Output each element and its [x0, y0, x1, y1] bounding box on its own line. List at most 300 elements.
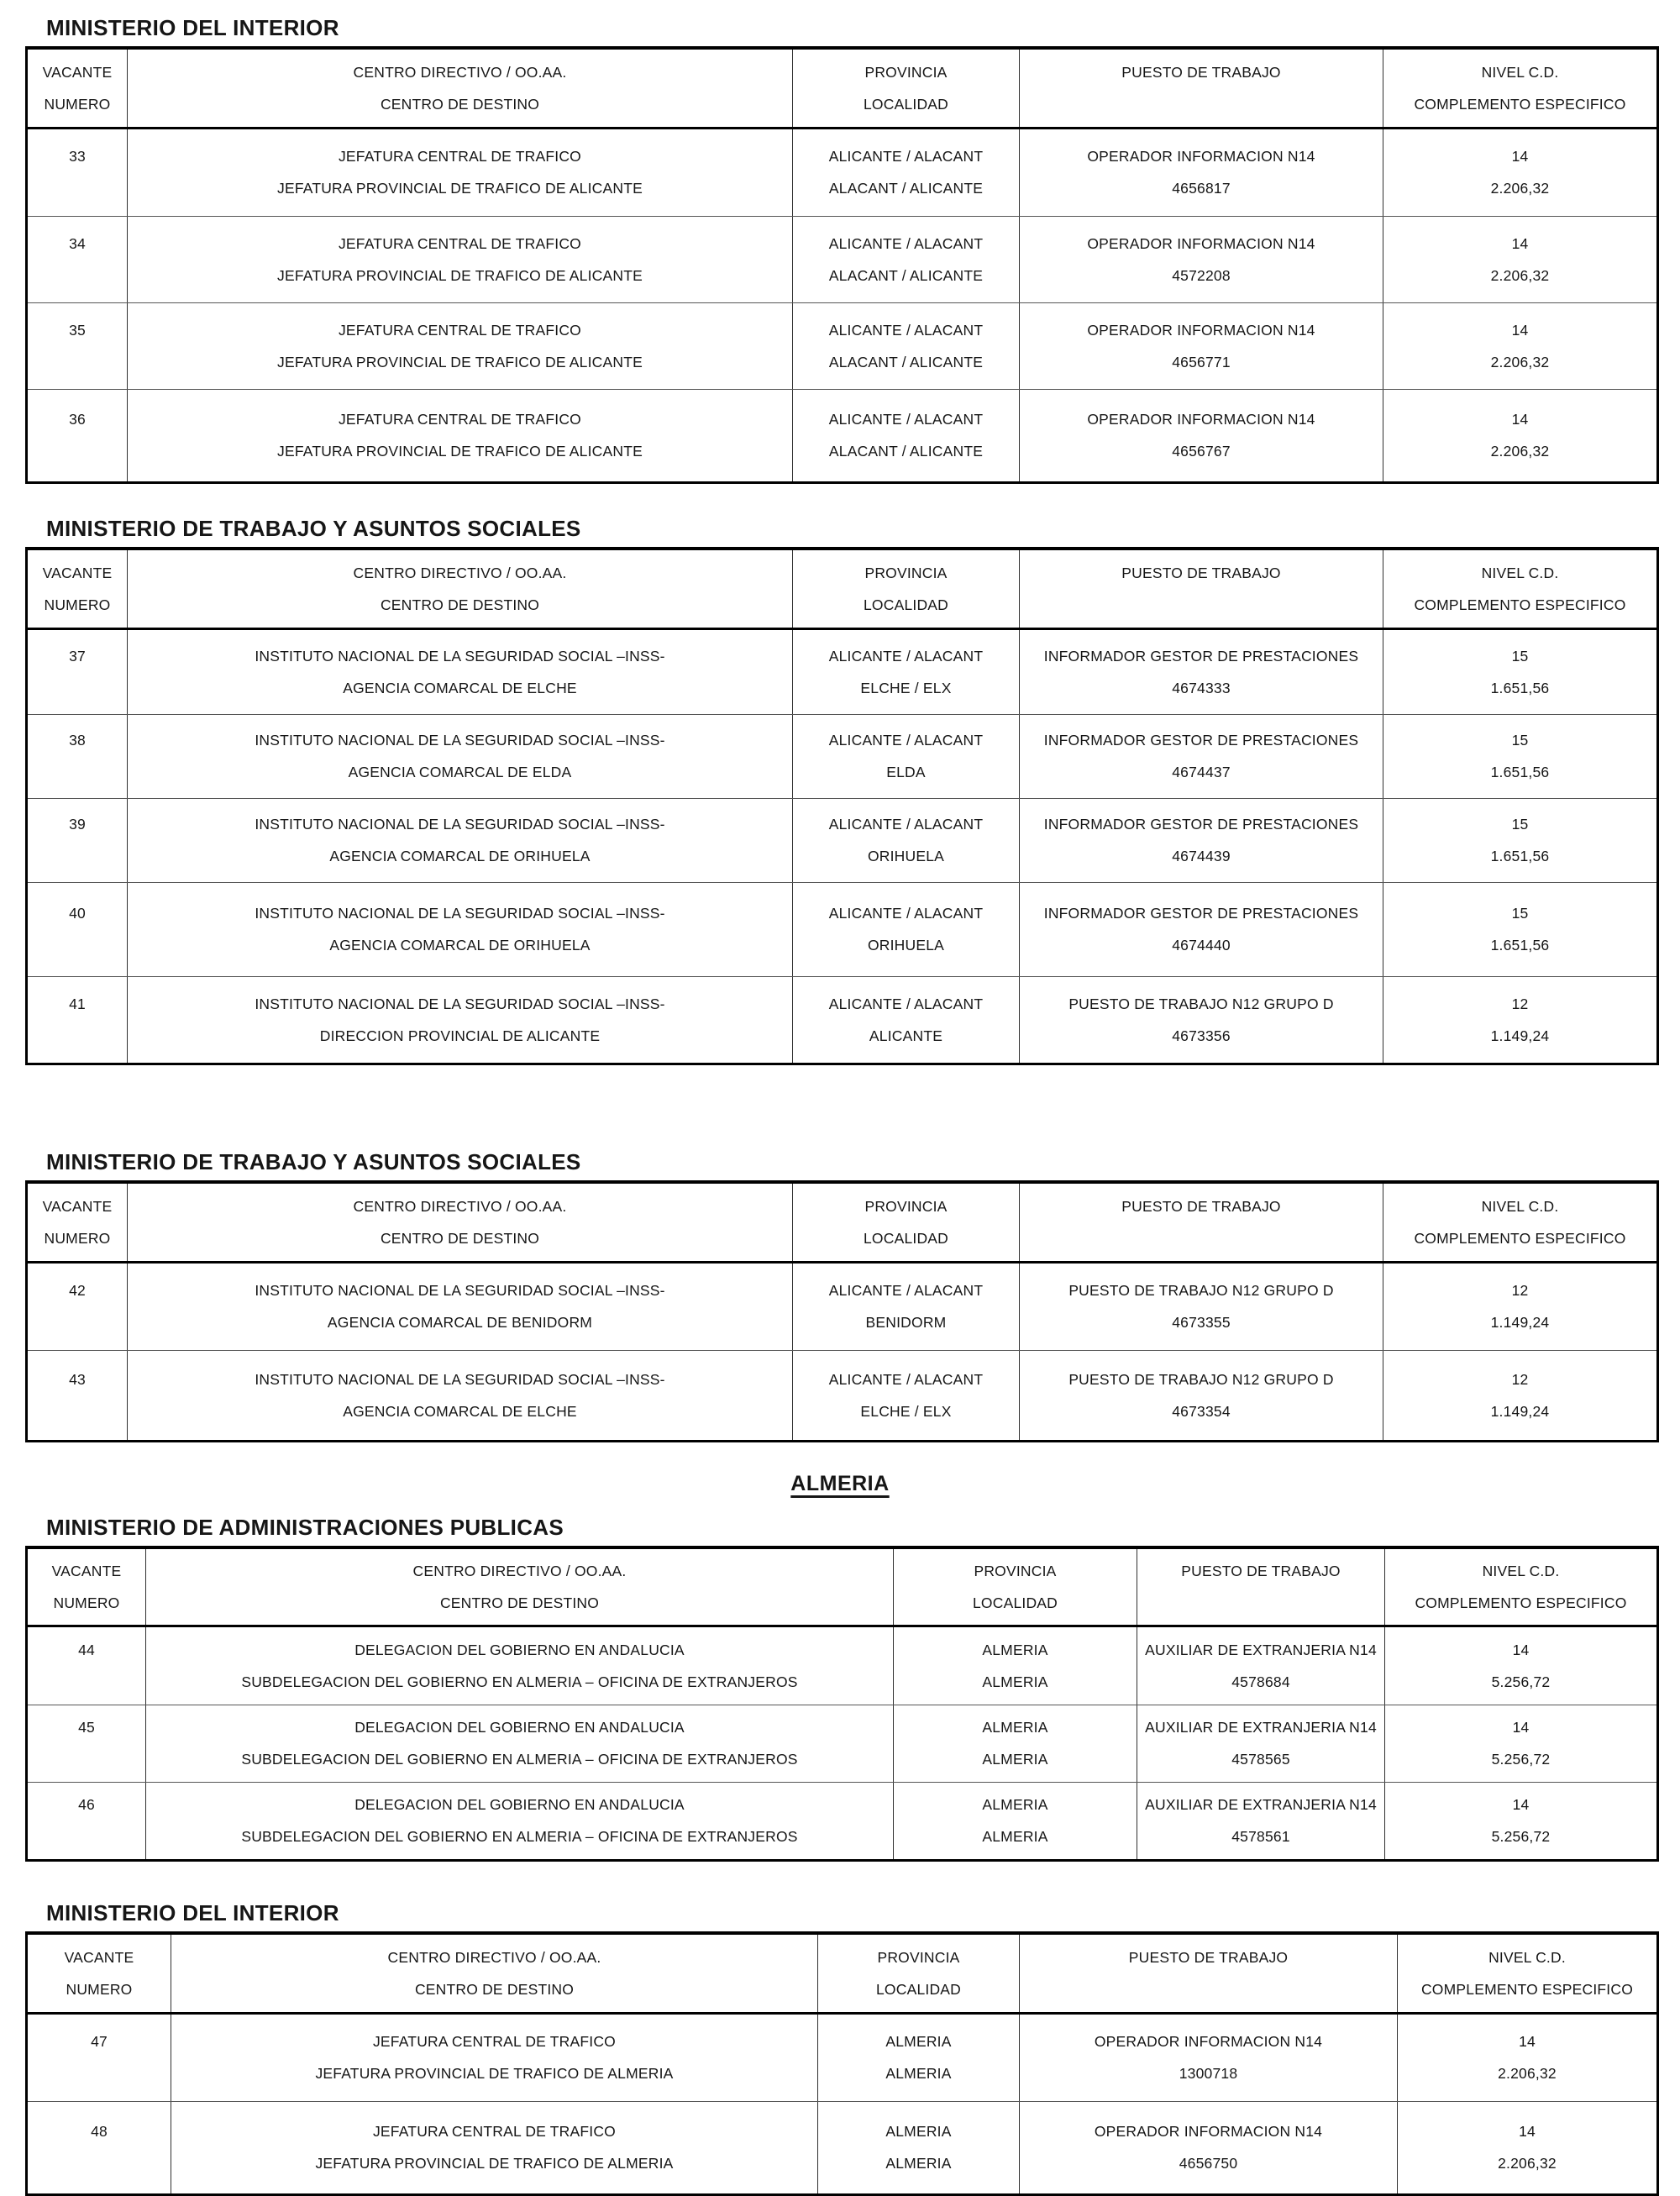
table-row	[28, 1705, 1656, 1782]
provincia-value: ALICANTE / ALACANT	[828, 411, 984, 428]
header-label: CENTRO DIRECTIVO / OO.AA.	[387, 1948, 601, 1966]
header-cell-nivel	[1383, 50, 1656, 127]
vacante-numero-value: 47	[91, 2033, 108, 2050]
nivel-value: 14	[1512, 1719, 1530, 1736]
nivel-value: 14	[1511, 321, 1529, 339]
cell-provincia	[893, 1627, 1137, 1705]
header-label: PROVINCIA	[864, 63, 948, 81]
provincia-value: ALICANTE / ALACANT	[828, 234, 984, 252]
cell-vacante-numero	[28, 217, 127, 302]
localidad-value: ORIHUELA	[867, 937, 945, 954]
centro-directivo-value: INSTITUTO NACIONAL DE LA SEGURIDAD SOCIAL –INSS-	[255, 816, 665, 833]
nivel-value: 14	[1511, 411, 1529, 428]
localidad-value: ELCHE / ELX	[860, 679, 952, 696]
centro-directivo-value: JEFATURA CENTRAL DE TRAFICO	[338, 148, 581, 165]
cell-puesto	[1019, 1263, 1383, 1350]
centro-destino-value: SUBDELEGACION DEL GOBIERNO EN ALMERIA – OFICINA DE EXTRANJEROS	[241, 1828, 798, 1845]
table-row	[28, 882, 1656, 976]
vacancy-table-1	[25, 46, 1659, 484]
cell-puesto	[1019, 217, 1383, 302]
puesto-value: INFORMADOR GESTOR DE PRESTACIONES	[1043, 905, 1359, 922]
nivel-value: 15	[1511, 816, 1529, 833]
cell-nivel	[1383, 799, 1656, 882]
header-cell-centro	[127, 50, 792, 127]
puesto-codigo-value: 4673355	[1172, 1314, 1231, 1331]
header-cell-nivel	[1383, 1184, 1656, 1261]
cell-provincia	[792, 715, 1019, 798]
header-cell-puesto	[1019, 550, 1383, 628]
cell-vacante-numero	[28, 303, 127, 389]
table-row	[28, 129, 1656, 216]
complemento-value: 1.149,24	[1490, 1402, 1550, 1420]
table-row	[28, 2015, 1656, 2101]
cell-puesto	[1019, 715, 1383, 798]
header-cell-provincia	[817, 1935, 1019, 2012]
complemento-value: 2.206,32	[1498, 2155, 1557, 2172]
header-label: COMPLEMENTO ESPECIFICO	[1420, 1980, 1634, 1998]
complemento-value: 1.149,24	[1490, 1314, 1550, 1331]
centro-directivo-value: DELEGACION DEL GOBIERNO EN ANDALUCIA	[354, 1641, 685, 1658]
cell-provincia	[792, 630, 1019, 714]
localidad-value: ELDA	[886, 764, 926, 780]
vacante-numero-value: 45	[78, 1719, 95, 1736]
table-row	[28, 1782, 1656, 1859]
cell-centro	[145, 1783, 893, 1859]
puesto-codigo-value: 4674440	[1172, 937, 1231, 954]
region-heading-text: ALMERIA	[790, 1472, 890, 1495]
header-cell-puesto	[1137, 1549, 1384, 1625]
header-label: CENTRO DE DESTINO	[439, 1594, 600, 1611]
localidad-value: ALMERIA	[885, 2155, 952, 2172]
localidad-value: ALMERIA	[982, 1828, 1048, 1845]
header-cell-vacante	[28, 1549, 145, 1625]
complemento-value: 5.256,72	[1491, 1673, 1551, 1690]
table-header-row	[28, 1549, 1656, 1627]
vacante-numero-value: 44	[78, 1641, 95, 1658]
vacante-numero-value: 40	[69, 905, 86, 922]
table-row	[28, 976, 1656, 1063]
header-label: CENTRO DE DESTINO	[380, 1229, 540, 1247]
cell-centro	[171, 2102, 817, 2193]
header-cell-vacante	[28, 550, 127, 628]
header-label: LOCALIDAD	[864, 1229, 948, 1247]
cell-provincia	[792, 217, 1019, 302]
header-label: PUESTO DE TRABAJO	[1181, 1562, 1341, 1579]
nivel-value: 12	[1511, 1370, 1529, 1388]
nivel-value: 12	[1511, 1282, 1529, 1299]
puesto-value: INFORMADOR GESTOR DE PRESTACIONES	[1043, 816, 1359, 833]
section-title: MINISTERIO DE TRABAJO Y ASUNTOS SOCIALES	[46, 516, 581, 541]
localidad-value: ALACANT / ALICANTE	[828, 266, 984, 284]
centro-directivo-value: INSTITUTO NACIONAL DE LA SEGURIDAD SOCIAL –INSS-	[255, 647, 665, 665]
localidad-value: ALMERIA	[885, 2065, 952, 2082]
header-cell-provincia	[792, 550, 1019, 628]
cell-centro	[127, 799, 792, 882]
cell-centro	[127, 1351, 792, 1440]
nivel-value: 15	[1511, 732, 1529, 749]
cell-puesto	[1019, 883, 1383, 976]
localidad-value: ALICANTE	[869, 1027, 943, 1044]
centro-destino-value: AGENCIA COMARCAL DE ORIHUELA	[329, 937, 591, 954]
puesto-value: AUXILIAR DE EXTRANJERIA N14	[1145, 1641, 1377, 1658]
vacante-numero-value: 41	[69, 995, 86, 1012]
provincia-value: ALMERIA	[982, 1796, 1048, 1813]
header-label: COMPLEMENTO ESPECIFICO	[1414, 596, 1626, 613]
cell-centro	[127, 303, 792, 389]
header-label: LOCALIDAD	[973, 1594, 1058, 1611]
header-label: NUMERO	[44, 95, 111, 113]
cell-nivel	[1383, 390, 1656, 481]
nivel-value: 12	[1511, 995, 1529, 1012]
vacante-numero-value: 46	[78, 1796, 95, 1813]
cell-vacante-numero	[28, 630, 127, 714]
cell-centro	[127, 390, 792, 481]
cell-provincia	[817, 2015, 1019, 2101]
puesto-codigo-value: 4673356	[1172, 1027, 1231, 1044]
header-cell-vacante	[28, 1184, 127, 1261]
puesto-value: OPERADOR INFORMACION N14	[1094, 2123, 1323, 2140]
provincia-value: ALICANTE / ALACANT	[828, 1370, 984, 1388]
header-label: VACANTE	[64, 1948, 134, 1966]
header-label: PUESTO DE TRABAJO	[1121, 1197, 1281, 1215]
complemento-value: 2.206,32	[1490, 353, 1550, 370]
cell-centro	[127, 883, 792, 976]
cell-centro	[127, 129, 792, 216]
header-cell-provincia	[792, 1184, 1019, 1261]
provincia-value: ALMERIA	[982, 1719, 1048, 1736]
vacante-numero-value: 38	[69, 732, 86, 749]
puesto-value: AUXILIAR DE EXTRANJERIA N14	[1145, 1719, 1377, 1736]
provincia-value: ALICANTE / ALACANT	[828, 816, 984, 833]
header-label: LOCALIDAD	[876, 1980, 961, 1998]
header-cell-nivel	[1397, 1935, 1656, 2012]
complemento-value: 1.149,24	[1490, 1027, 1550, 1044]
table-header-row	[28, 1935, 1656, 2015]
cell-nivel	[1383, 977, 1656, 1063]
nivel-value: 14	[1519, 2123, 1536, 2140]
section-title: MINISTERIO DEL INTERIOR	[46, 15, 339, 40]
cell-nivel	[1384, 1627, 1656, 1705]
table-row	[28, 216, 1656, 302]
header-cell-centro	[145, 1549, 893, 1625]
vacante-numero-value: 39	[69, 816, 86, 833]
cell-provincia	[792, 303, 1019, 389]
cell-puesto	[1019, 630, 1383, 714]
cell-provincia	[792, 883, 1019, 976]
cell-puesto	[1019, 2102, 1397, 2193]
cell-vacante-numero	[28, 390, 127, 481]
cell-vacante-numero	[28, 129, 127, 216]
cell-vacante-numero	[28, 799, 127, 882]
cell-vacante-numero	[28, 715, 127, 798]
centro-directivo-value: INSTITUTO NACIONAL DE LA SEGURIDAD SOCIAL –INSS-	[255, 905, 665, 922]
cell-centro	[127, 1263, 792, 1350]
centro-destino-value: AGENCIA COMARCAL DE ELCHE	[343, 1402, 577, 1420]
table-header-row	[28, 1184, 1656, 1263]
cell-puesto	[1137, 1783, 1384, 1859]
complemento-value: 1.651,56	[1490, 764, 1550, 780]
puesto-codigo-value: 4578561	[1231, 1828, 1290, 1845]
localidad-value: ELCHE / ELX	[860, 1402, 952, 1420]
provincia-value: ALICANTE / ALACANT	[828, 148, 984, 165]
puesto-value: PUESTO DE TRABAJO N12 GRUPO D	[1068, 995, 1334, 1012]
puesto-value: OPERADOR INFORMACION N14	[1087, 234, 1315, 252]
localidad-value: ALACANT / ALICANTE	[828, 353, 984, 370]
complemento-value: 2.206,32	[1498, 2065, 1557, 2082]
header-label: VACANTE	[51, 1562, 122, 1579]
centro-destino-value: SUBDELEGACION DEL GOBIERNO EN ALMERIA – OFICINA DE EXTRANJEROS	[241, 1673, 798, 1690]
vacancy-table-2	[25, 547, 1659, 1065]
puesto-codigo-value: 4673354	[1172, 1402, 1231, 1420]
provincia-value: ALMERIA	[885, 2123, 952, 2140]
cell-puesto	[1019, 129, 1383, 216]
localidad-value: ALACANT / ALICANTE	[828, 180, 984, 197]
header-label: CENTRO DE DESTINO	[380, 95, 540, 113]
cell-nivel	[1397, 2102, 1656, 2193]
header-cell-puesto	[1019, 50, 1383, 127]
centro-directivo-value: JEFATURA CENTRAL DE TRAFICO	[372, 2033, 616, 2050]
region-heading	[0, 1469, 1680, 1498]
cell-nivel	[1383, 129, 1656, 216]
nivel-value: 14	[1519, 2033, 1536, 2050]
header-label: NIVEL C.D.	[1481, 63, 1559, 81]
puesto-value: INFORMADOR GESTOR DE PRESTACIONES	[1043, 647, 1359, 665]
header-label: VACANTE	[42, 564, 113, 581]
header-cell-nivel	[1384, 1549, 1656, 1625]
nivel-value: 14	[1512, 1641, 1530, 1658]
puesto-codigo-value: 4572208	[1172, 266, 1231, 284]
header-label: CENTRO DIRECTIVO / OO.AA.	[353, 63, 567, 81]
header-cell-puesto	[1019, 1935, 1397, 2012]
vacante-numero-value: 33	[69, 148, 86, 165]
cell-vacante-numero	[28, 1705, 145, 1782]
cell-vacante-numero	[28, 883, 127, 976]
puesto-codigo-value: 4674437	[1172, 764, 1231, 780]
header-label: NUMERO	[53, 1594, 120, 1611]
header-label: VACANTE	[42, 63, 113, 81]
puesto-value: OPERADOR INFORMACION N14	[1094, 2033, 1323, 2050]
header-label: CENTRO DE DESTINO	[380, 596, 540, 613]
header-label: LOCALIDAD	[864, 596, 948, 613]
header-label: COMPLEMENTO ESPECIFICO	[1415, 1594, 1627, 1611]
cell-centro	[145, 1705, 893, 1782]
puesto-value: INFORMADOR GESTOR DE PRESTACIONES	[1043, 732, 1359, 749]
puesto-value: OPERADOR INFORMACION N14	[1087, 148, 1315, 165]
complemento-value: 2.206,32	[1490, 180, 1550, 197]
puesto-codigo-value: 4578684	[1231, 1673, 1290, 1690]
vacante-numero-value: 35	[69, 321, 86, 339]
header-label: NUMERO	[44, 596, 111, 613]
centro-directivo-value: JEFATURA CENTRAL DE TRAFICO	[338, 321, 581, 339]
header-cell-nivel	[1383, 550, 1656, 628]
header-cell-provincia	[792, 50, 1019, 127]
table-row	[28, 1350, 1656, 1440]
header-label: PROVINCIA	[864, 1197, 948, 1215]
centro-directivo-value: JEFATURA CENTRAL DE TRAFICO	[338, 411, 581, 428]
puesto-codigo-value: 4674439	[1172, 848, 1231, 864]
header-label: CENTRO DIRECTIVO / OO.AA.	[353, 1197, 567, 1215]
localidad-value: ALMERIA	[982, 1673, 1048, 1690]
cell-nivel	[1384, 1783, 1656, 1859]
puesto-codigo-value: 4656817	[1172, 180, 1231, 197]
header-label: LOCALIDAD	[864, 95, 948, 113]
puesto-value: OPERADOR INFORMACION N14	[1087, 411, 1315, 428]
centro-destino-value: JEFATURA PROVINCIAL DE TRAFICO DE ALICANTE	[277, 353, 643, 370]
header-label: PUESTO DE TRABAJO	[1128, 1948, 1289, 1966]
header-label: PUESTO DE TRABAJO	[1121, 63, 1281, 81]
centro-destino-value: JEFATURA PROVINCIAL DE TRAFICO DE ALICANTE	[277, 266, 643, 284]
provincia-value: ALICANTE / ALACANT	[828, 995, 984, 1012]
table-row	[28, 389, 1656, 481]
puesto-value: PUESTO DE TRABAJO N12 GRUPO D	[1068, 1282, 1334, 1299]
vacante-numero-value: 43	[69, 1370, 86, 1388]
nivel-value: 14	[1511, 234, 1529, 252]
cell-centro	[145, 1627, 893, 1705]
cell-puesto	[1019, 2015, 1397, 2101]
nivel-value: 15	[1511, 647, 1529, 665]
puesto-codigo-value: 4656767	[1172, 443, 1231, 460]
centro-destino-value: AGENCIA COMARCAL DE ELCHE	[343, 679, 577, 696]
vacancy-table-4	[25, 1546, 1659, 1862]
puesto-value: PUESTO DE TRABAJO N12 GRUPO D	[1068, 1370, 1334, 1388]
puesto-value: OPERADOR INFORMACION N14	[1087, 321, 1315, 339]
cell-puesto	[1019, 799, 1383, 882]
centro-destino-value: JEFATURA PROVINCIAL DE TRAFICO DE ALICANTE	[277, 180, 643, 197]
header-label: NUMERO	[66, 1980, 133, 1998]
header-label: COMPLEMENTO ESPECIFICO	[1414, 1229, 1626, 1247]
cell-nivel	[1383, 630, 1656, 714]
puesto-codigo-value: 4656750	[1179, 2155, 1238, 2172]
cell-nivel	[1383, 217, 1656, 302]
vacante-numero-value: 37	[69, 647, 86, 665]
header-cell-vacante	[28, 1935, 171, 2012]
centro-destino-value: JEFATURA PROVINCIAL DE TRAFICO DE ALMERIA	[315, 2065, 674, 2082]
cell-centro	[127, 630, 792, 714]
header-label: CENTRO DE DESTINO	[414, 1980, 575, 1998]
cell-centro	[127, 977, 792, 1063]
cell-puesto	[1137, 1627, 1384, 1705]
table-header-row	[28, 50, 1656, 129]
centro-destino-value: JEFATURA PROVINCIAL DE TRAFICO DE ALMERIA	[315, 2155, 674, 2172]
vacante-numero-value: 34	[69, 234, 86, 252]
puesto-codigo-value: 4656771	[1172, 353, 1231, 370]
header-label: NIVEL C.D.	[1481, 1197, 1559, 1215]
header-label: NIVEL C.D.	[1488, 1948, 1566, 1966]
vacante-numero-value: 36	[69, 411, 86, 428]
cell-vacante-numero	[28, 1263, 127, 1350]
cell-provincia	[792, 129, 1019, 216]
table-row	[28, 1263, 1656, 1350]
centro-directivo-value: INSTITUTO NACIONAL DE LA SEGURIDAD SOCIAL –INSS-	[255, 1370, 665, 1388]
cell-nivel	[1383, 1351, 1656, 1440]
table-row	[28, 798, 1656, 882]
centro-directivo-value: JEFATURA CENTRAL DE TRAFICO	[372, 2123, 616, 2140]
header-label: PROVINCIA	[877, 1948, 960, 1966]
section-title: MINISTERIO DE TRABAJO Y ASUNTOS SOCIALES	[46, 1149, 581, 1174]
centro-destino-value: DIRECCION PROVINCIAL DE ALICANTE	[319, 1027, 601, 1044]
cell-provincia	[792, 1263, 1019, 1350]
section-title: MINISTERIO DE ADMINISTRACIONES PUBLICAS	[46, 1515, 564, 1540]
cell-nivel	[1384, 1705, 1656, 1782]
cell-puesto	[1019, 390, 1383, 481]
cell-provincia	[792, 390, 1019, 481]
vacante-numero-value: 42	[69, 1282, 86, 1299]
table-row	[28, 630, 1656, 714]
header-cell-centro	[127, 1184, 792, 1261]
provincia-value: ALICANTE / ALACANT	[828, 1282, 984, 1299]
puesto-value: AUXILIAR DE EXTRANJERIA N14	[1145, 1796, 1377, 1813]
cell-vacante-numero	[28, 977, 127, 1063]
header-cell-centro	[171, 1935, 817, 2012]
header-label: CENTRO DIRECTIVO / OO.AA.	[412, 1562, 627, 1579]
section-title: MINISTERIO DEL INTERIOR	[46, 1900, 339, 1925]
provincia-value: ALICANTE / ALACANT	[828, 321, 984, 339]
header-cell-vacante	[28, 50, 127, 127]
centro-destino-value: AGENCIA COMARCAL DE ORIHUELA	[329, 848, 591, 864]
puesto-codigo-value: 1300718	[1179, 2065, 1238, 2082]
provincia-value: ALMERIA	[885, 2033, 952, 2050]
cell-puesto	[1137, 1705, 1384, 1782]
puesto-codigo-value: 4674333	[1172, 679, 1231, 696]
header-cell-puesto	[1019, 1184, 1383, 1261]
header-cell-centro	[127, 550, 792, 628]
header-label: VACANTE	[42, 1197, 113, 1215]
cell-centro	[127, 715, 792, 798]
cell-nivel	[1397, 2015, 1656, 2101]
vacancy-table-3	[25, 1180, 1659, 1442]
cell-nivel	[1383, 303, 1656, 389]
complemento-value: 2.206,32	[1490, 266, 1550, 284]
cell-nivel	[1383, 715, 1656, 798]
localidad-value: ORIHUELA	[867, 848, 945, 864]
centro-directivo-value: INSTITUTO NACIONAL DE LA SEGURIDAD SOCIAL –INSS-	[255, 1282, 665, 1299]
cell-provincia	[893, 1783, 1137, 1859]
cell-vacante-numero	[28, 2102, 171, 2193]
cell-nivel	[1383, 1263, 1656, 1350]
cell-provincia	[792, 1351, 1019, 1440]
centro-directivo-value: DELEGACION DEL GOBIERNO EN ANDALUCIA	[354, 1719, 685, 1736]
cell-provincia	[893, 1705, 1137, 1782]
localidad-value: ALMERIA	[982, 1751, 1048, 1768]
centro-destino-value: JEFATURA PROVINCIAL DE TRAFICO DE ALICANTE	[277, 443, 643, 460]
cell-puesto	[1019, 303, 1383, 389]
header-cell-provincia	[893, 1549, 1137, 1625]
nivel-value: 15	[1511, 905, 1529, 922]
complemento-value: 5.256,72	[1491, 1751, 1551, 1768]
header-label: PROVINCIA	[974, 1562, 1057, 1579]
centro-directivo-value: INSTITUTO NACIONAL DE LA SEGURIDAD SOCIAL –INSS-	[255, 995, 665, 1012]
table-row	[28, 1627, 1656, 1705]
cell-vacante-numero	[28, 2015, 171, 2101]
puesto-codigo-value: 4578565	[1231, 1751, 1290, 1768]
provincia-value: ALICANTE / ALACANT	[828, 647, 984, 665]
centro-destino-value: AGENCIA COMARCAL DE BENIDORM	[327, 1314, 593, 1331]
header-label: PUESTO DE TRABAJO	[1121, 564, 1281, 581]
header-label: COMPLEMENTO ESPECIFICO	[1414, 95, 1626, 113]
cell-puesto	[1019, 977, 1383, 1063]
centro-directivo-value: DELEGACION DEL GOBIERNO EN ANDALUCIA	[354, 1796, 685, 1813]
complemento-value: 1.651,56	[1490, 937, 1550, 954]
header-label: PROVINCIA	[864, 564, 948, 581]
header-label: NIVEL C.D.	[1481, 564, 1559, 581]
complemento-value: 1.651,56	[1490, 848, 1550, 864]
table-header-row	[28, 550, 1656, 630]
provincia-value: ALMERIA	[982, 1641, 1048, 1658]
cell-vacante-numero	[28, 1627, 145, 1705]
nivel-value: 14	[1511, 148, 1529, 165]
table-row	[28, 714, 1656, 798]
header-label: NUMERO	[44, 1229, 111, 1247]
